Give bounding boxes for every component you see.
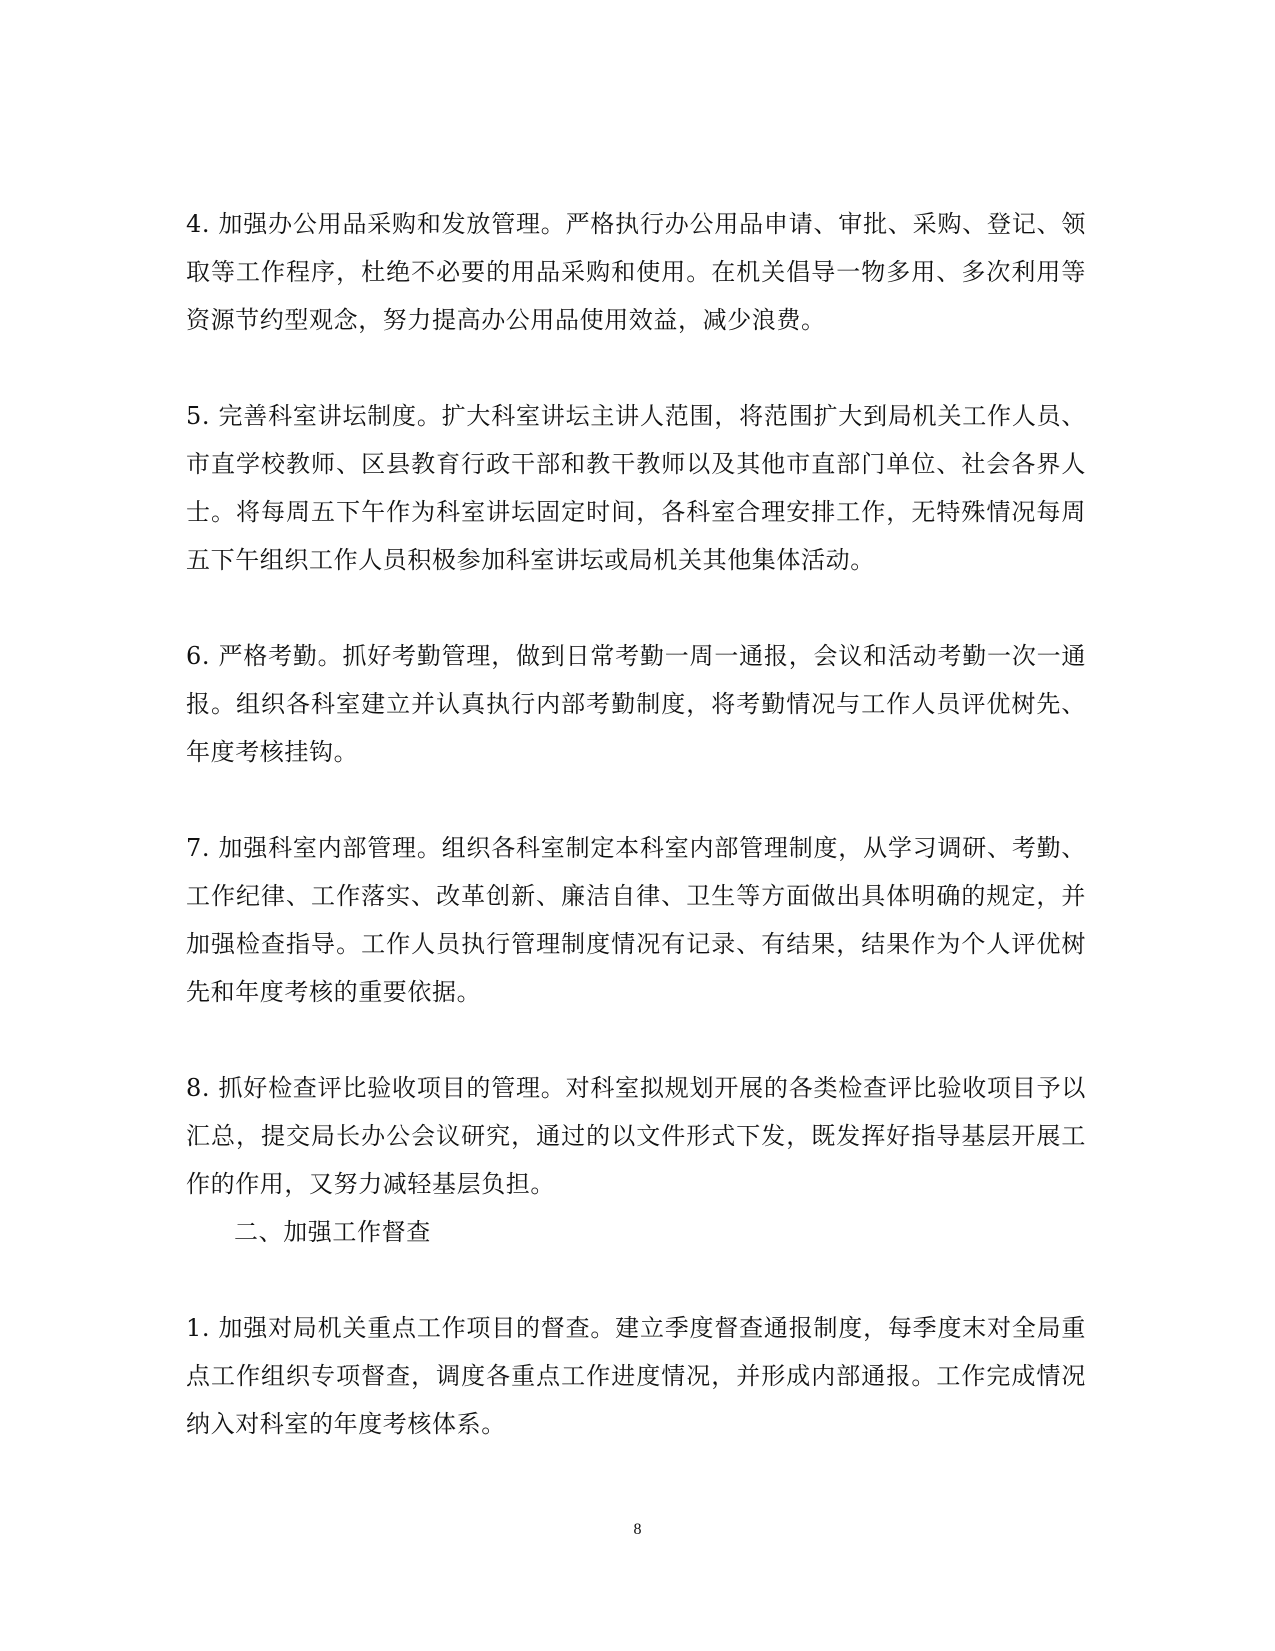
paragraph-spacer [186, 1256, 1086, 1304]
paragraph-5: 5. 完善科室讲坛制度。扩大科室讲坛主讲人范围，将范围扩大到局机关工作人员、市直学校教师、区县教育行政干部和教干教师以及其他市直部门单位、社会各界人士。将每周五下午作为科室讲坛固定时间，各科室合理安排工作，无特殊情况每周五下午组织工作人员积极参加科室讲坛或局机关其他集体活动。 [186, 402, 1086, 574]
paragraph-6: 6. 严格考勤。抓好考勤管理，做到日常考勤一周一通报，会议和活动考勤一次一通报。组织各科室建立并认真执行内部考勤制度，将考勤情况与工作人员评优树先、年度考核挂钩。 [186, 642, 1086, 766]
document-body [186, 200, 1086, 1448]
page-number: 8 [633, 1521, 642, 1538]
paragraph-section2-1: 1. 加强对局机关重点工作项目的督查。建立季度督查通报制度，每季度末对全局重点工作组织专项督查，调度各重点工作进度情况，并形成内部通报。工作完成情况纳入对科室的年度考核体系。 [186, 1314, 1086, 1438]
paragraph-8: 8. 抓好检查评比验收项目的管理。对科室拟规划开展的各类检查评比验收项目予以汇总，提交局长办公会议研究，通过的以文件形式下发，既发挥好指导基层开展工作的作用，又努力减轻基层负担。 [186, 1074, 1086, 1198]
paragraph-4: 4. 加强办公用品采购和发放管理。严格执行办公用品申请、审批、采购、登记、领取等工作程序，杜绝不必要的用品采购和使用。在机关倡导一物多用、多次利用等资源节约型观念，努力提高办公用品使用效益，减少浪费。 [186, 210, 1086, 334]
section-heading: 二、加强工作督查 [234, 1218, 431, 1246]
paragraph-spacer [186, 776, 1086, 824]
paragraph-spacer [186, 1016, 1086, 1064]
paragraph-7: 7. 加强科室内部管理。组织各科室制定本科室内部管理制度，从学习调研、考勤、工作纪律、工作落实、改革创新、廉洁自律、卫生等方面做出具体明确的规定，并加强检查指导。工作人员执行管理制度情况有记录、有结果，结果作为个人评优树先和年度考核的重要依据。 [186, 834, 1086, 1006]
paragraph-spacer [186, 584, 1086, 632]
paragraph-spacer [186, 344, 1086, 392]
